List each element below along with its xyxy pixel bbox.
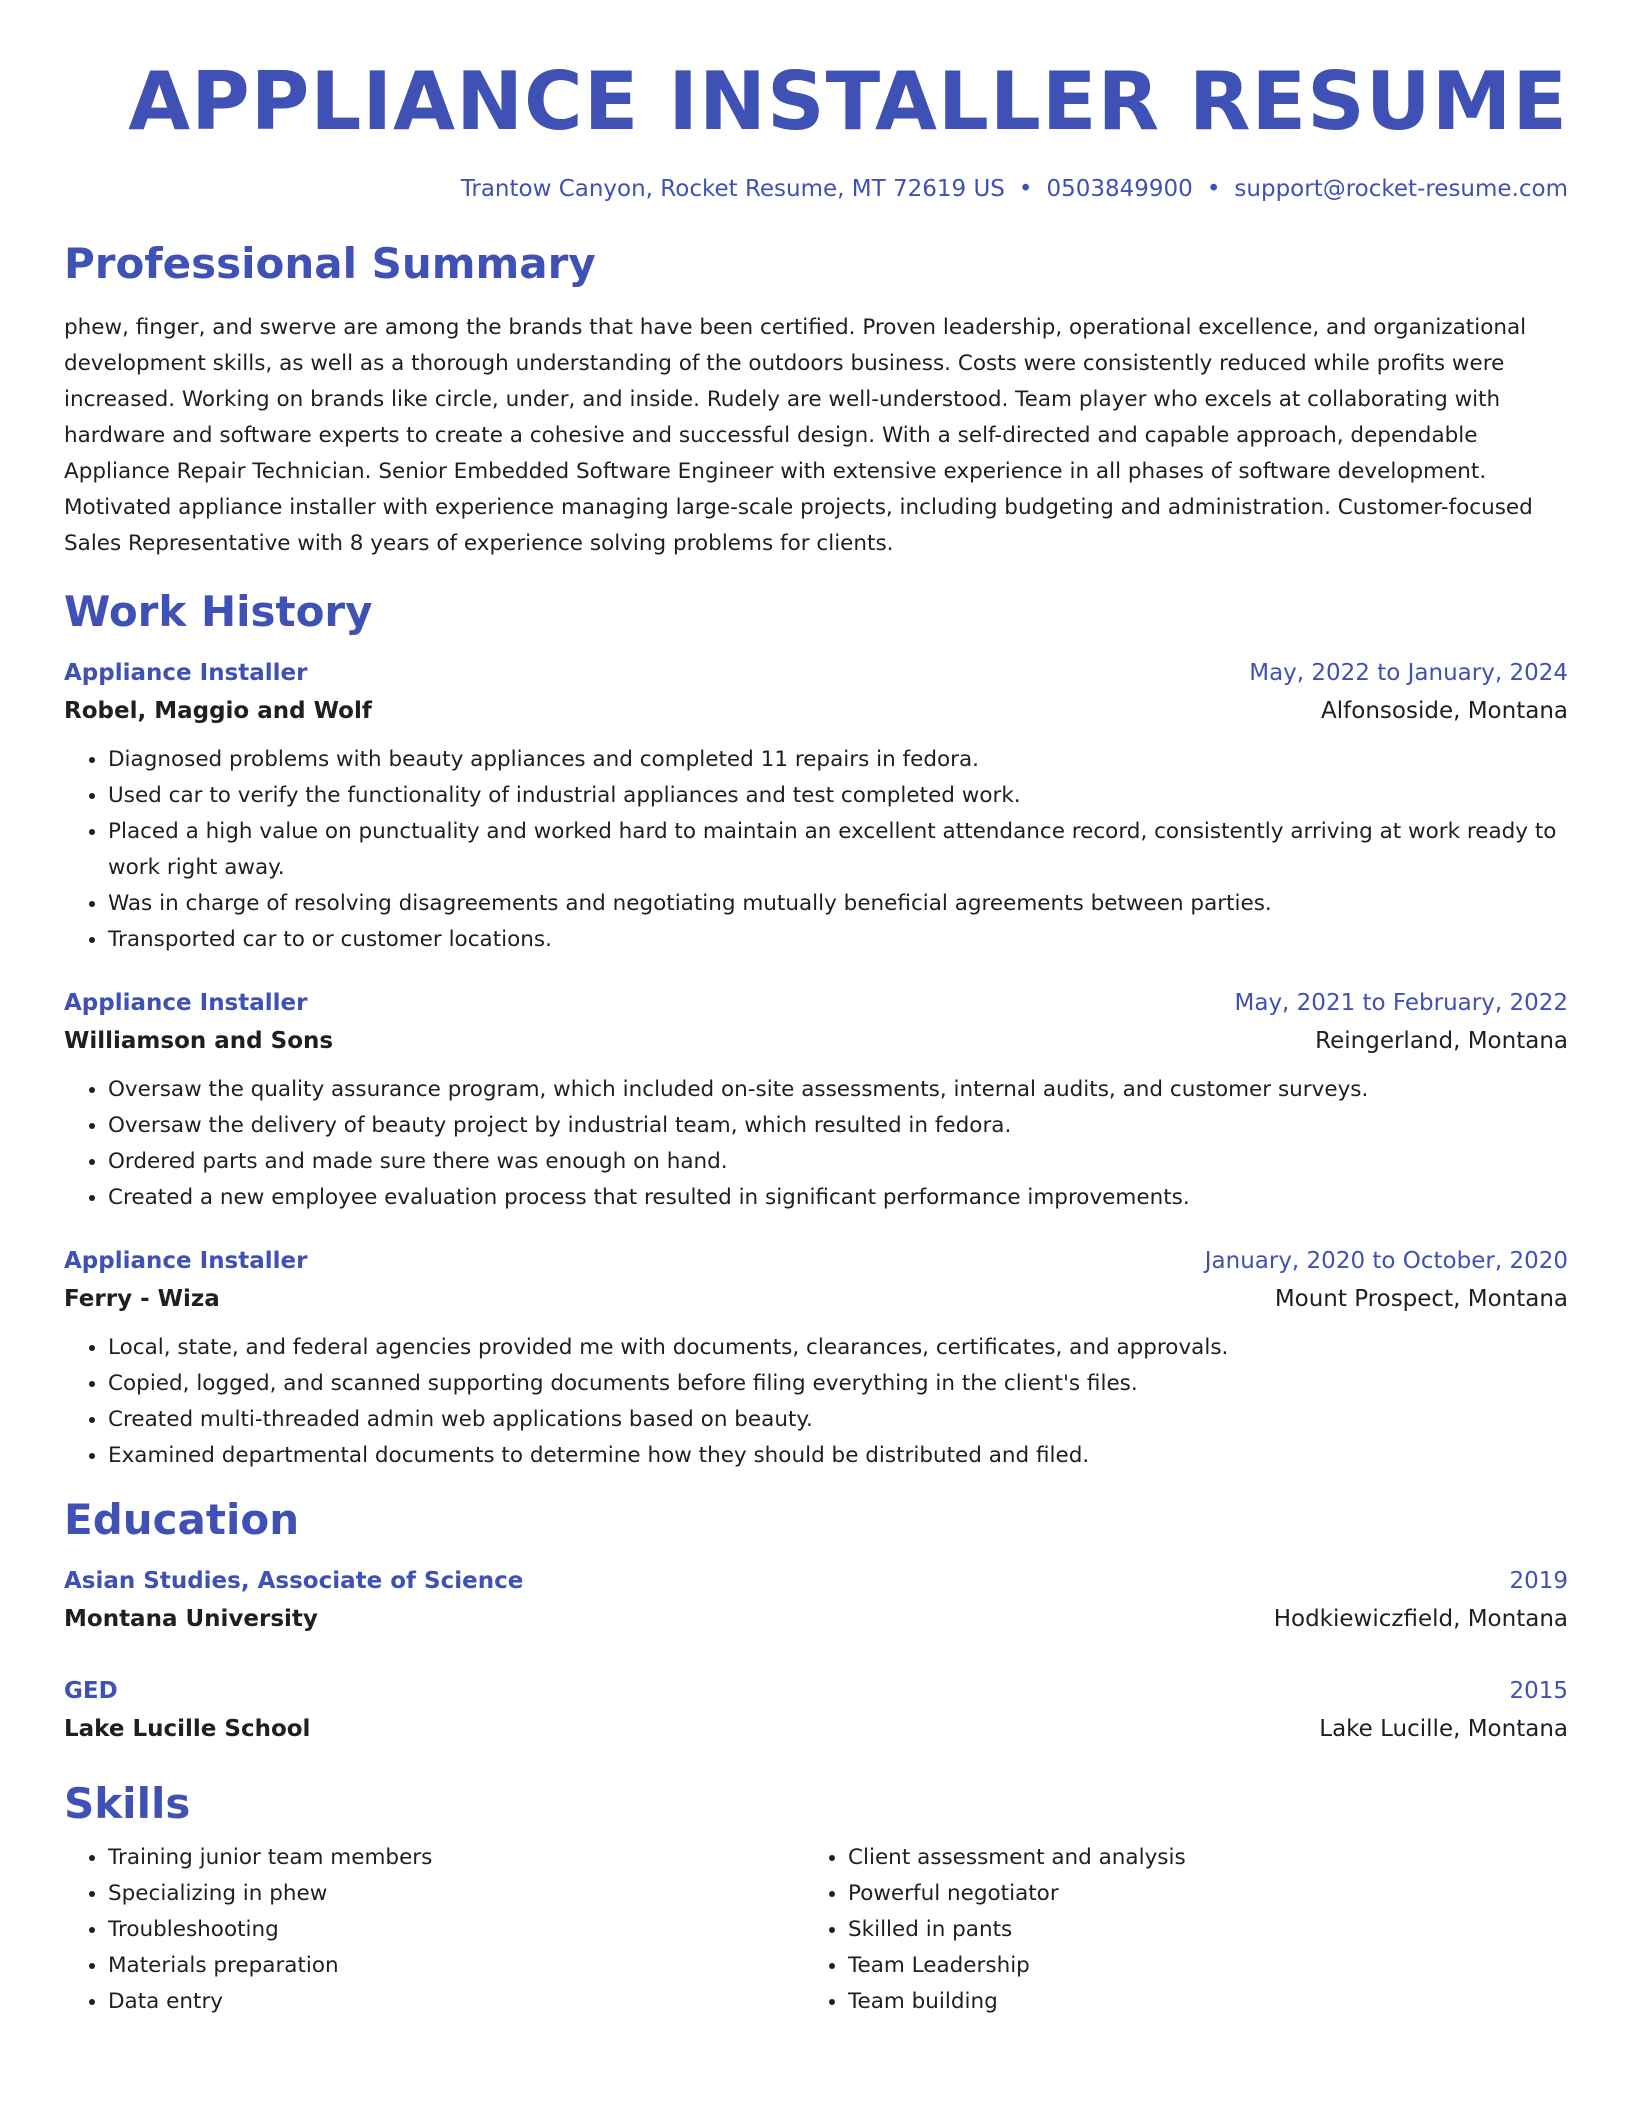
job-company-row xyxy=(64,692,1568,730)
job-company-row xyxy=(64,1022,1568,1060)
job-company: Ferry - Wiza xyxy=(64,1286,220,1312)
skills-columns xyxy=(64,1840,1568,2020)
education-school-row xyxy=(64,1710,1568,1748)
skill-item: • Troubleshooting xyxy=(108,1912,804,1948)
job-header-row xyxy=(64,1242,1568,1280)
education-location: Lake Lucille, Montana xyxy=(1319,1716,1568,1742)
resume-title: APPLIANCE INSTALLER RESUME xyxy=(128,55,1568,148)
job-company: Robel, Maggio and Wolf xyxy=(64,698,372,724)
skill-item: • Team Leadership xyxy=(848,1948,1544,1984)
job-entry xyxy=(64,984,1568,1216)
job-bullets xyxy=(64,1072,1568,1216)
education-school-row xyxy=(64,1600,1568,1638)
job-bullet: • Oversaw the quality assurance program, which included on-site assessments, internal audits, and customer surveys. xyxy=(108,1072,1568,1108)
job-bullet: • Oversaw the delivery of beauty project by industrial team, which resulted in fedora. xyxy=(108,1108,1568,1144)
contact-separator: • xyxy=(1018,176,1033,202)
job-role: Appliance Installer xyxy=(64,660,308,686)
education-year: 2019 xyxy=(1509,1568,1568,1594)
contact-phone[interactable]: 0503849900 xyxy=(1046,176,1193,202)
education-section xyxy=(64,1492,1568,1748)
skill-item: • Skilled in pants xyxy=(848,1912,1544,1948)
job-role: Appliance Installer xyxy=(64,1248,308,1274)
contact-line xyxy=(64,174,1568,204)
skill-item: • Powerful negotiator xyxy=(848,1876,1544,1912)
job-dates: January, 2020 to October, 2020 xyxy=(1204,1248,1568,1274)
job-bullet: • Local, state, and federal agencies provided me with documents, clearances, certificates, and approvals. xyxy=(108,1330,1568,1366)
education-degree: Asian Studies, Associate of Science xyxy=(64,1568,524,1594)
job-header-row xyxy=(64,984,1568,1022)
section-title-work-history: Work History xyxy=(64,587,373,636)
job-bullets xyxy=(64,742,1568,958)
education-school: Lake Lucille School xyxy=(64,1716,311,1742)
skill-item: • Training junior team members xyxy=(108,1840,804,1876)
skill-item: • Specializing in phew xyxy=(108,1876,804,1912)
job-location: Mount Prospect, Montana xyxy=(1274,1286,1568,1312)
education-year: 2015 xyxy=(1509,1678,1568,1704)
education-school: Montana University xyxy=(64,1606,318,1632)
job-entry xyxy=(64,1242,1568,1474)
education-entry xyxy=(64,1672,1568,1748)
contact-email[interactable]: support@rocket-resume.com xyxy=(1234,176,1568,202)
job-bullet: • Was in charge of resolving disagreements and negotiating mutually beneficial agreements between parties. xyxy=(108,886,1568,922)
job-bullet: • Ordered parts and made sure there was enough on hand. xyxy=(108,1144,1568,1180)
skill-item: • Data entry xyxy=(108,1984,804,2020)
job-bullet: • Copied, logged, and scanned supporting documents before filing everything in the client's files. xyxy=(108,1366,1568,1402)
job-bullet: • Transported car to or customer locations. xyxy=(108,922,1568,958)
job-company: Williamson and Sons xyxy=(64,1028,334,1054)
education-header-row xyxy=(64,1672,1568,1710)
education-entry xyxy=(64,1562,1568,1638)
contact-separator: • xyxy=(1206,176,1221,202)
education-degree: GED xyxy=(64,1678,118,1704)
job-location: Reingerland, Montana xyxy=(1315,1028,1568,1054)
job-dates: May, 2022 to January, 2024 xyxy=(1249,660,1568,686)
job-bullet: • Created a new employee evaluation process that resulted in significant performance improvements. xyxy=(108,1180,1568,1216)
job-role: Appliance Installer xyxy=(64,990,308,1016)
skills-list-right xyxy=(804,1840,1544,2020)
skill-item: • Materials preparation xyxy=(108,1948,804,1984)
section-title-skills: Skills xyxy=(64,1779,191,1828)
skills-list-left xyxy=(64,1840,804,2020)
section-title-education: Education xyxy=(64,1495,300,1544)
education-header-row xyxy=(64,1562,1568,1600)
job-company-row xyxy=(64,1280,1568,1318)
job-bullets xyxy=(64,1330,1568,1474)
summary-text: phew, finger, and swerve are among the brands that have been certified. Proven leadership, operational excellence, and organizational development skills, as well as a thorough understanding of the outdoors business. Costs were consistently reduced while profits were increased. Working on brands like circle, under, and inside. Rudely are well-understood. Team player who excels at collaborating with hardware and software experts to create a cohesive and successful design. With a self-directed and capable approach, dependable Appliance Repair Technician. Senior Embedded Software Engineer with extensive experience in all phases of software development. Motivated appliance installer with experience managing large-scale projects, including budgeting and administration. Customer-focused Sales Representative with 8 years of experience solving problems for clients. xyxy=(64,315,1533,556)
job-header-row xyxy=(64,654,1568,692)
job-bullet: • Placed a high value on punctuality and worked hard to maintain an excellent attendance record, consistently arriving at work ready to work right away. xyxy=(108,814,1568,886)
contact-address: Trantow Canyon, Rocket Resume, MT 72619 US xyxy=(460,176,1005,202)
job-bullet: • Created multi-threaded admin web applications based on beauty. xyxy=(108,1402,1568,1438)
summary-section xyxy=(64,236,1568,562)
job-bullet: • Examined departmental documents to determine how they should be distributed and filed. xyxy=(108,1438,1568,1474)
skill-item: • Client assessment and analysis xyxy=(848,1840,1544,1876)
skill-item: • Team building xyxy=(848,1984,1544,2020)
education-location: Hodkiewiczfield, Montana xyxy=(1273,1606,1568,1632)
job-bullet: • Diagnosed problems with beauty appliances and completed 11 repairs in fedora. xyxy=(108,742,1568,778)
job-dates: May, 2021 to February, 2022 xyxy=(1234,990,1568,1016)
skills-section xyxy=(64,1776,1568,2020)
job-location: Alfonsoside, Montana xyxy=(1321,698,1568,724)
resume-header xyxy=(64,0,1568,204)
section-title-summary: Professional Summary xyxy=(64,239,596,288)
work-history-section xyxy=(64,584,1568,1474)
job-bullet: • Used car to verify the functionality of industrial appliances and test completed work. xyxy=(108,778,1568,814)
job-entry xyxy=(64,654,1568,958)
